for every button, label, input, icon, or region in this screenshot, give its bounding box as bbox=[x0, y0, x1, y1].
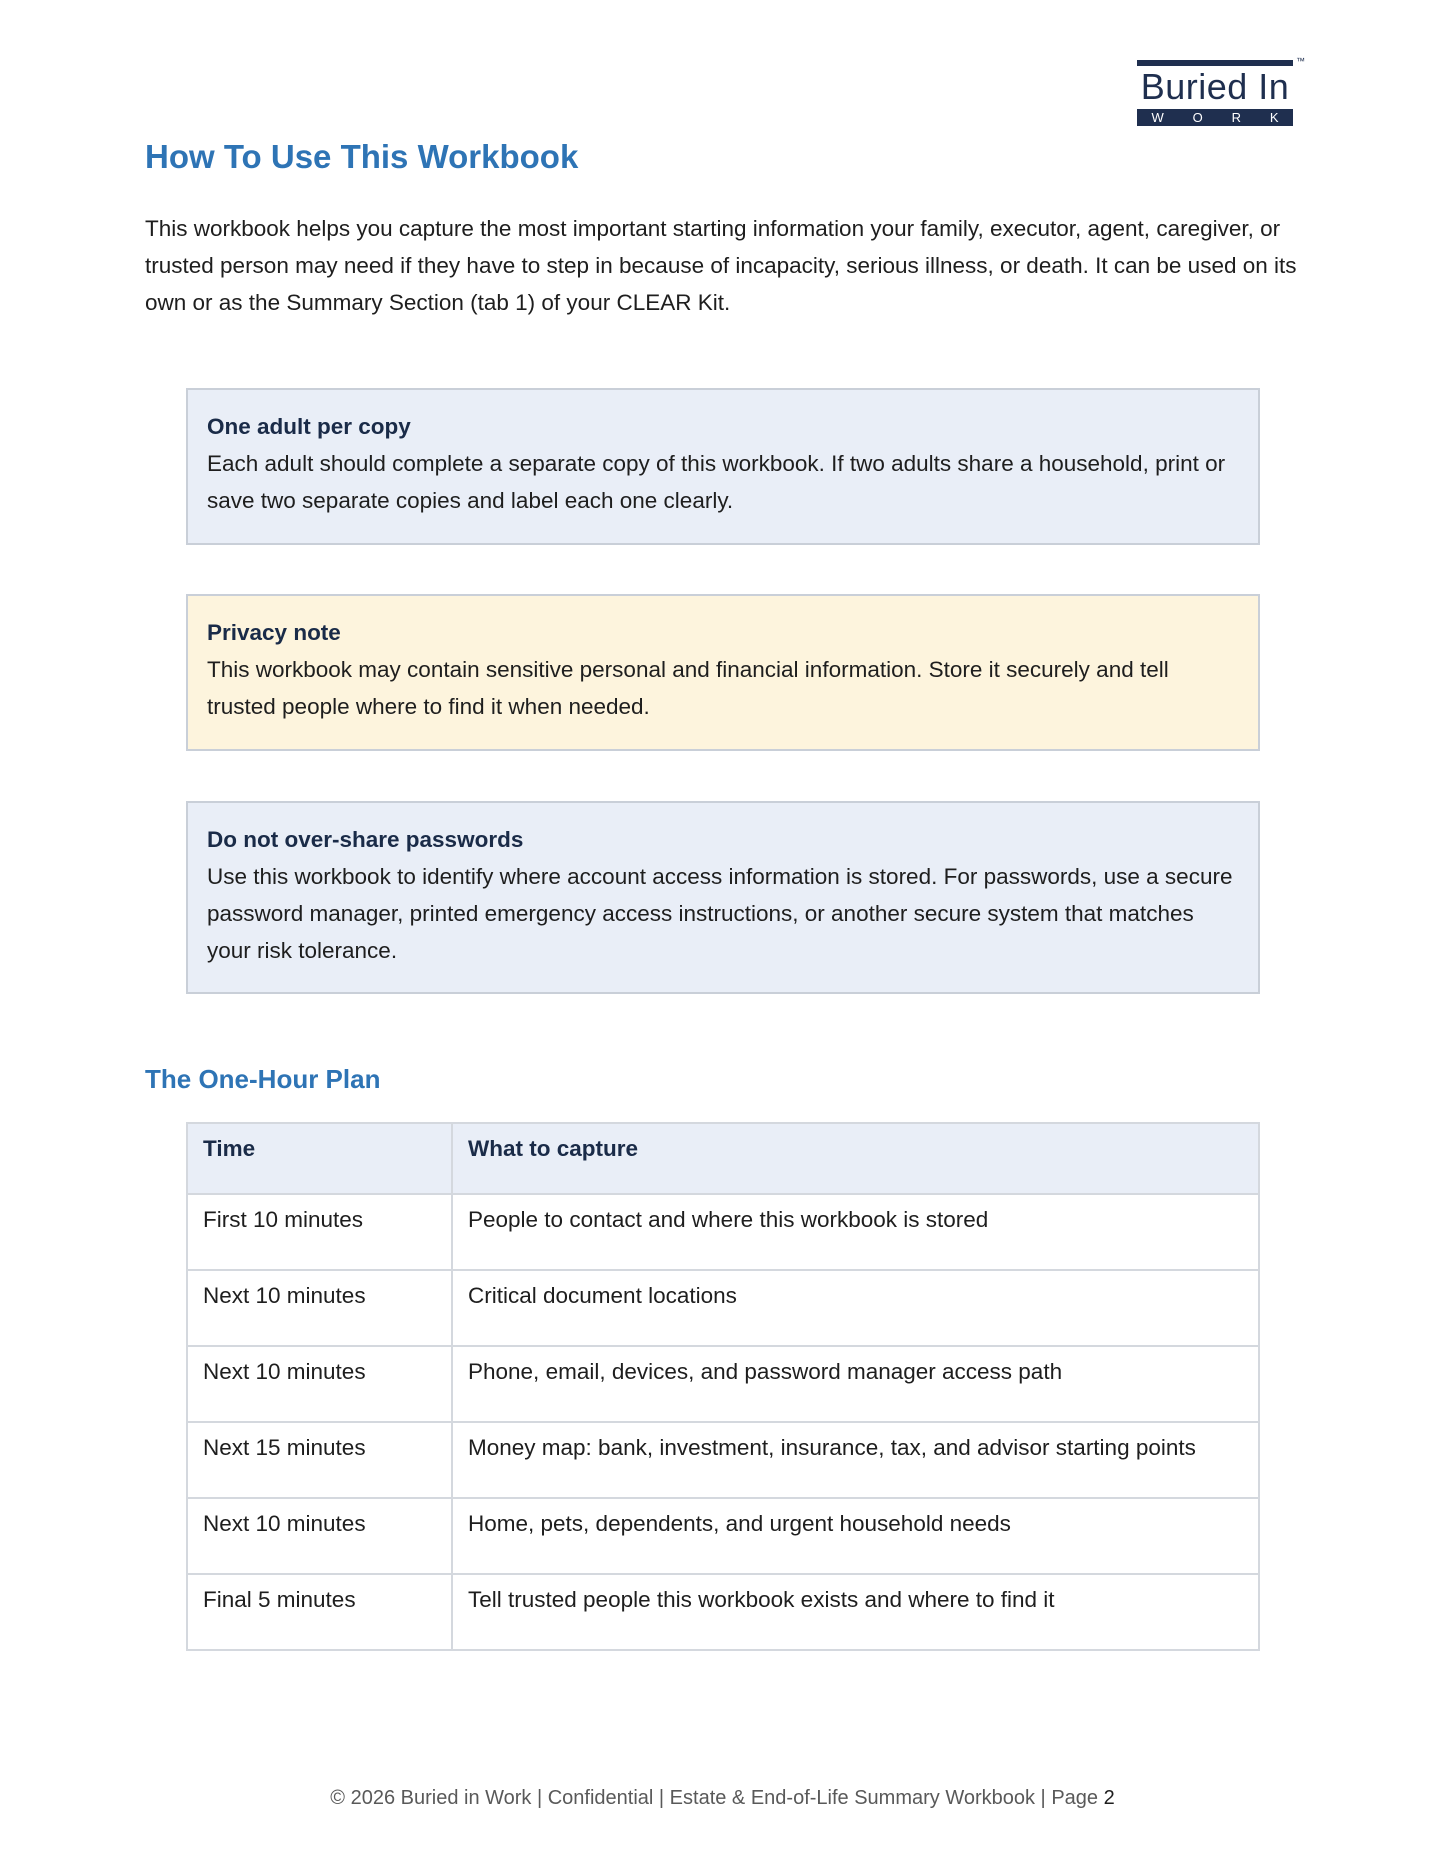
footer-text: © 2026 Buried in Work | Confidential | Estate & End-of-Life Summary Workbook | Page bbox=[330, 1787, 1104, 1809]
capture-cell: Money map: bank, investment, insurance, tax, and advisor starting points bbox=[452, 1422, 1259, 1498]
table-row bbox=[187, 1498, 1259, 1574]
page-title: How To Use This Workbook bbox=[145, 138, 579, 175]
table-row bbox=[187, 1270, 1259, 1346]
time-cell: Next 10 minutes bbox=[187, 1498, 452, 1574]
capture-cell: Phone, email, devices, and password manager access path bbox=[452, 1346, 1259, 1422]
logo-trademark: ™ bbox=[1296, 56, 1305, 66]
column-header-capture: What to capture bbox=[452, 1123, 1259, 1194]
callout-title: Do not over-share passwords bbox=[207, 827, 524, 852]
table-row bbox=[187, 1574, 1259, 1650]
time-cell: Next 15 minutes bbox=[187, 1422, 452, 1498]
one-hour-plan-table bbox=[186, 1122, 1260, 1651]
logo-line2 bbox=[1137, 109, 1293, 126]
table-header-row bbox=[187, 1123, 1259, 1194]
table-row bbox=[187, 1194, 1259, 1270]
time-cell: Next 10 minutes bbox=[187, 1270, 452, 1346]
table-row bbox=[187, 1422, 1259, 1498]
logo-letter: K bbox=[1269, 110, 1279, 125]
time-cell: Final 5 minutes bbox=[187, 1574, 452, 1650]
intro-paragraph: This workbook helps you capture the most important starting information your family, executor, agent, caregiver, or trusted person may need if they have to step in because of incapacity, serious illness, or death. It can be used on its own or as the Summary Section (tab 1) of your CLEAR Kit. bbox=[145, 216, 1297, 315]
capture-cell: Home, pets, dependents, and urgent household needs bbox=[452, 1498, 1259, 1574]
callout-one-adult bbox=[186, 388, 1260, 545]
time-cell: Next 10 minutes bbox=[187, 1346, 452, 1422]
callout-body: This workbook may contain sensitive personal and financial information. Store it securely and tell trusted people where to find it when needed. bbox=[207, 657, 1169, 719]
table-row bbox=[187, 1346, 1259, 1422]
callout-title: Privacy note bbox=[207, 620, 341, 645]
callout-privacy-note bbox=[186, 594, 1260, 751]
capture-cell: Critical document locations bbox=[452, 1270, 1259, 1346]
page-footer bbox=[0, 1787, 1445, 1810]
capture-cell: Tell trusted people this workbook exists and where to find it bbox=[452, 1574, 1259, 1650]
section-heading: The One-Hour Plan bbox=[145, 1064, 381, 1094]
column-header-time: Time bbox=[187, 1123, 452, 1194]
logo-letter: W bbox=[1151, 110, 1164, 125]
capture-cell: People to contact and where this workbook is stored bbox=[452, 1194, 1259, 1270]
callout-passwords bbox=[186, 801, 1260, 994]
callout-title: One adult per copy bbox=[207, 414, 411, 439]
logo-letter: O bbox=[1192, 110, 1203, 125]
logo-letter: R bbox=[1231, 110, 1241, 125]
callout-body: Use this workbook to identify where account access information is stored. For passwords, use a secure password manager, printed emergency access instructions, or another secure system that matches your risk tolerance. bbox=[207, 864, 1233, 963]
time-cell: First 10 minutes bbox=[187, 1194, 452, 1270]
buried-in-work-logo bbox=[1137, 56, 1305, 126]
callout-body: Each adult should complete a separate copy of this workbook. If two adults share a household, print or save two separate copies and label each one clearly. bbox=[207, 451, 1226, 513]
logo-line1: Buried In bbox=[1140, 66, 1290, 107]
page-number: 2 bbox=[1103, 1787, 1115, 1809]
